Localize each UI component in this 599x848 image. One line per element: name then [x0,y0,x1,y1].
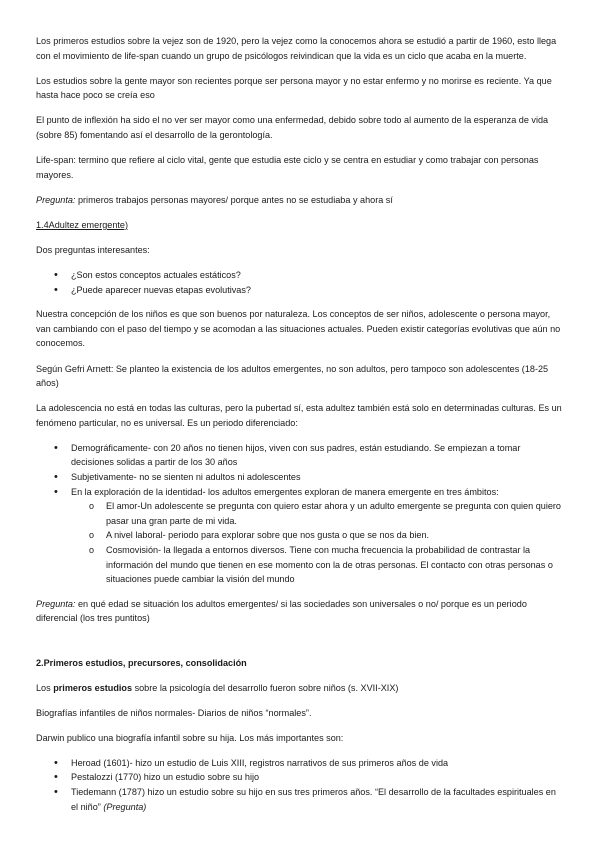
question-label: Pregunta: [36,598,76,609]
paragraph-dos-preguntas: Dos preguntas interesantes: [36,244,150,255]
list-item: • Subjetivamente- no se sienten ni adultos ni adolescentes [54,470,563,485]
list-item: • Heroad (1601)- hizo un estudio de Luis XIII, registros narrativos de sus primeros años de vida [54,756,563,771]
paragraph-concepcion-ninos: Nuestra concepción de los niños es que son buenos por naturaleza. Los conceptos de ser niños, adolescente o persona mayor, van cambiando con el paso del tiempo y se acomodan a las situaciones actuales. Pueden existir categorías evolutivas que aún no conocemos. [36,309,561,349]
list-item-text: En la exploración de la identidad- los adultos emergentes exploran de manera emergente en tres ámbitos: [71,486,499,497]
paragraph-biografias: Biografías infantiles de niños normales- Diarios de niños “normales”. [36,707,312,718]
list-item: • Demográficamente- con 20 años no tienen hijos, viven con sus padres, están estudiando. Se empiezan a tomar decisiones solidas a partir de los 30 años [54,441,563,470]
question-tag: (Pregunta) [103,801,147,812]
paragraph-life-span: Life-span: termino que refiere al ciclo vital, gente que estudia este ciclo y se centra en estudiar y como trabajar con personas mayores. [36,155,539,180]
section-heading-primeros-estudios: 2.Primeros estudios, precursores, consolidación [36,657,247,668]
paragraph-gente-mayor: Los estudios sobre la gente mayor son recientes porque ser persona mayor y no estar enfermo y no morirse es reciente. Ya que hasta hace poco se creía eso [36,75,552,101]
list-item [54,485,563,587]
sub-list-item: o A nivel laboral- periodo para explorar sobre que nos gusta o que se nos da bien. [89,528,563,543]
section-heading-adultez: 1.4Adultez emergente) [36,219,129,230]
paragraph-darwin: Darwin publico una biografía infantil sobre su hija. Los más importantes son: [36,732,344,743]
bold-text: primeros estudios [53,682,133,693]
text-run: sobre la psicología del desarrollo fueron sobre niños (s. XVII-XIX) [132,682,399,693]
question-label: Pregunta: [36,194,76,205]
paragraph-primeros-estudios [36,681,563,696]
paragraph-vejez-history: Los primeros estudios sobre la vejez son de 1920, pero la vejez como la conocemos ahora se estudió a partir de 1960, esto llega con el movimiento de life-span cuando un grupo de psicólogos reivindican que la vida es un ciclo que acaba en la muerte. [36,36,557,61]
paragraph-adolescencia: La adolescencia no está en todas las culturas, pero la pubertad sí, esta adultez también está solo en determinadas culturas. Es un fenómeno particular, no es universal. Es un periodo diferenciado: [36,403,562,428]
paragraph-arnett: Según Gefri Arnett: Se planteo la existencia de los adultos emergentes, no son adultos, pero tampoco son adolescentes (18-25 años) [36,363,549,389]
list-item: • ¿Puede aparecer nuevas etapas evolutivas? [54,283,563,298]
sub-list-ambitos [71,499,563,587]
question-line-2 [36,597,563,626]
question-text: en qué edad se situación los adultos emergentes/ si las sociedades son universales o no/ porque es un periodo diferencial (los tres puntitos) [36,598,527,624]
list-item: • ¿Son estos conceptos actuales estáticos? [54,268,563,283]
list-item-text: Tiedemann (1787) hizo un estudio sobre su hijo en sus tres primeros años. “El desarrollo de la facultades espirituales en el niño” [71,787,556,812]
sub-list-item: o Cosmovisión- la llegada a entornos diversos. Tiene con mucha frecuencia la probabilidad de contrastar la información del mundo que tienen en ese momento con la de otras personas. El contacto con otras personas o situaciones puede cambiar la visión del mundo [89,543,563,587]
question-text: primeros trabajos personas mayores/ porque antes no se estudiaba y ahora sí [75,194,393,205]
spacer [36,637,563,656]
sub-list-item: o El amor-Un adolescente se pregunta con quiero estar ahora y un adulto emergente se pregunta con quien quiero pasar una gran parte de mi vida. [89,499,563,528]
paragraph-punto-inflexion: El punto de inflexión ha sido el no ver ser mayor como una enfermedad, debido sobre todo al aumento de la esperanza de vida (sobre 85) fomentando así el desarrollo de la gerontología. [36,115,549,140]
list-item [54,785,563,814]
bullet-list-preguntas [36,268,563,297]
bullet-list-biografias [36,756,563,814]
list-item: • Pestalozzi (1770) hizo un estudio sobre su hijo [54,770,563,785]
question-line-1 [36,193,563,208]
bullet-list-periodo [36,441,563,587]
text-run: Los [36,682,54,693]
